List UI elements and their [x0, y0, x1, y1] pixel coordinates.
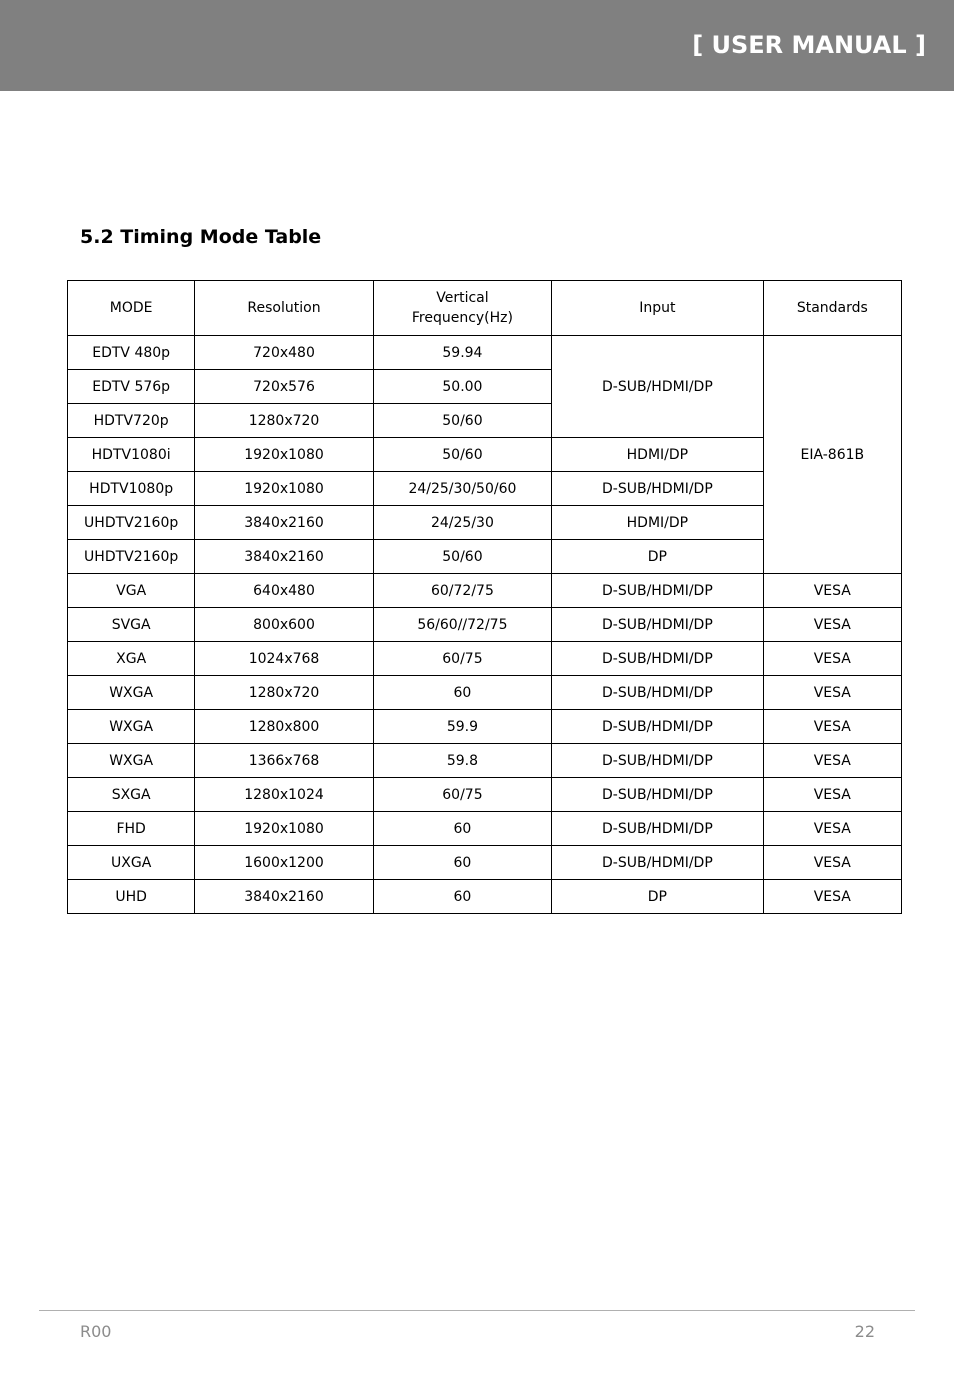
cell-input: D-SUB/HDMI/DP — [552, 710, 764, 744]
cell-mode: XGA — [68, 642, 195, 676]
cell-standard: VESA — [763, 642, 901, 676]
cell-input: D-SUB/HDMI/DP — [552, 812, 764, 846]
cell-frequency: 24/25/30/50/60 — [373, 472, 551, 506]
cell-resolution: 3840x2160 — [195, 540, 373, 574]
cell-frequency: 59.94 — [373, 336, 551, 370]
cell-resolution: 1600x1200 — [195, 846, 373, 880]
table-row — [68, 574, 902, 608]
cell-mode: WXGA — [68, 744, 195, 778]
cell-mode: EDTV 576p — [68, 370, 195, 404]
cell-frequency: 56/60//72/75 — [373, 608, 551, 642]
cell-input: D-SUB/HDMI/DP — [552, 778, 764, 812]
cell-frequency: 60 — [373, 846, 551, 880]
timing-mode-table — [67, 280, 902, 914]
header-standards: Standards — [763, 281, 901, 336]
cell-standard: VESA — [763, 574, 901, 608]
cell-standard: VESA — [763, 710, 901, 744]
header-frequency-line1: Vertical — [436, 290, 489, 306]
cell-frequency: 60/75 — [373, 778, 551, 812]
manual-title: [ USER MANUAL ] — [692, 31, 926, 59]
header-bar — [0, 0, 954, 91]
cell-mode: UXGA — [68, 846, 195, 880]
cell-standard: VESA — [763, 608, 901, 642]
cell-mode: VGA — [68, 574, 195, 608]
footer-page-number: 22 — [854, 1322, 875, 1341]
cell-input: DP — [552, 880, 764, 914]
table-row — [68, 778, 902, 812]
table-row — [68, 336, 902, 370]
cell-frequency: 24/25/30 — [373, 506, 551, 540]
header-mode: MODE — [68, 281, 195, 336]
cell-standard: VESA — [763, 778, 901, 812]
cell-frequency: 50/60 — [373, 404, 551, 438]
table-row — [68, 642, 902, 676]
cell-resolution: 1280x800 — [195, 710, 373, 744]
cell-mode: WXGA — [68, 710, 195, 744]
header-resolution: Resolution — [195, 281, 373, 336]
cell-frequency: 50.00 — [373, 370, 551, 404]
cell-input: HDMI/DP — [552, 438, 764, 472]
cell-input: DP — [552, 540, 764, 574]
cell-resolution: 1280x720 — [195, 676, 373, 710]
cell-standard: VESA — [763, 812, 901, 846]
cell-mode: SXGA — [68, 778, 195, 812]
cell-resolution: 1280x720 — [195, 404, 373, 438]
cell-mode: HDTV1080i — [68, 438, 195, 472]
cell-standard: VESA — [763, 676, 901, 710]
cell-input: D-SUB/HDMI/DP — [552, 744, 764, 778]
table-row — [68, 744, 902, 778]
footer-revision: R00 — [80, 1322, 112, 1341]
cell-standard-merged: EIA-861B — [763, 336, 901, 574]
cell-resolution: 1280x1024 — [195, 778, 373, 812]
cell-mode: EDTV 480p — [68, 336, 195, 370]
cell-frequency: 59.8 — [373, 744, 551, 778]
cell-frequency: 60 — [373, 676, 551, 710]
table-row — [68, 676, 902, 710]
header-input: Input — [552, 281, 764, 336]
cell-standard: VESA — [763, 744, 901, 778]
cell-input: D-SUB/HDMI/DP — [552, 472, 764, 506]
cell-resolution: 3840x2160 — [195, 506, 373, 540]
table-row — [68, 880, 902, 914]
cell-mode: HDTV720p — [68, 404, 195, 438]
cell-frequency: 50/60 — [373, 540, 551, 574]
cell-frequency: 60 — [373, 880, 551, 914]
table-row — [68, 608, 902, 642]
table-row — [68, 710, 902, 744]
cell-resolution: 1366x768 — [195, 744, 373, 778]
table-row — [68, 846, 902, 880]
footer-divider — [39, 1310, 915, 1311]
cell-resolution: 800x600 — [195, 608, 373, 642]
cell-frequency: 60 — [373, 812, 551, 846]
cell-mode: FHD — [68, 812, 195, 846]
cell-frequency: 60/72/75 — [373, 574, 551, 608]
cell-standard: VESA — [763, 880, 901, 914]
header-frequency — [373, 281, 551, 336]
cell-input: HDMI/DP — [552, 506, 764, 540]
header-frequency-line2: Frequency(Hz) — [411, 310, 513, 326]
cell-mode: HDTV1080p — [68, 472, 195, 506]
cell-input: D-SUB/HDMI/DP — [552, 608, 764, 642]
cell-input: D-SUB/HDMI/DP — [552, 642, 764, 676]
cell-input: D-SUB/HDMI/DP — [552, 574, 764, 608]
cell-frequency: 60/75 — [373, 642, 551, 676]
cell-mode: UHD — [68, 880, 195, 914]
cell-input: D-SUB/HDMI/DP — [552, 846, 764, 880]
cell-frequency: 59.9 — [373, 710, 551, 744]
cell-resolution: 720x576 — [195, 370, 373, 404]
cell-resolution: 720x480 — [195, 336, 373, 370]
cell-mode: WXGA — [68, 676, 195, 710]
table-row — [68, 812, 902, 846]
cell-mode: SVGA — [68, 608, 195, 642]
cell-mode: UHDTV2160p — [68, 540, 195, 574]
cell-input-merged: D-SUB/HDMI/DP — [552, 336, 764, 438]
cell-resolution: 1920x1080 — [195, 438, 373, 472]
cell-frequency: 50/60 — [373, 438, 551, 472]
section-title: 5.2 Timing Mode Table — [80, 226, 322, 248]
cell-resolution: 3840x2160 — [195, 880, 373, 914]
cell-standard: VESA — [763, 846, 901, 880]
cell-resolution: 1024x768 — [195, 642, 373, 676]
table-header-row — [68, 281, 902, 336]
cell-resolution: 1920x1080 — [195, 472, 373, 506]
cell-resolution: 1920x1080 — [195, 812, 373, 846]
cell-mode: UHDTV2160p — [68, 506, 195, 540]
cell-resolution: 640x480 — [195, 574, 373, 608]
cell-input: D-SUB/HDMI/DP — [552, 676, 764, 710]
